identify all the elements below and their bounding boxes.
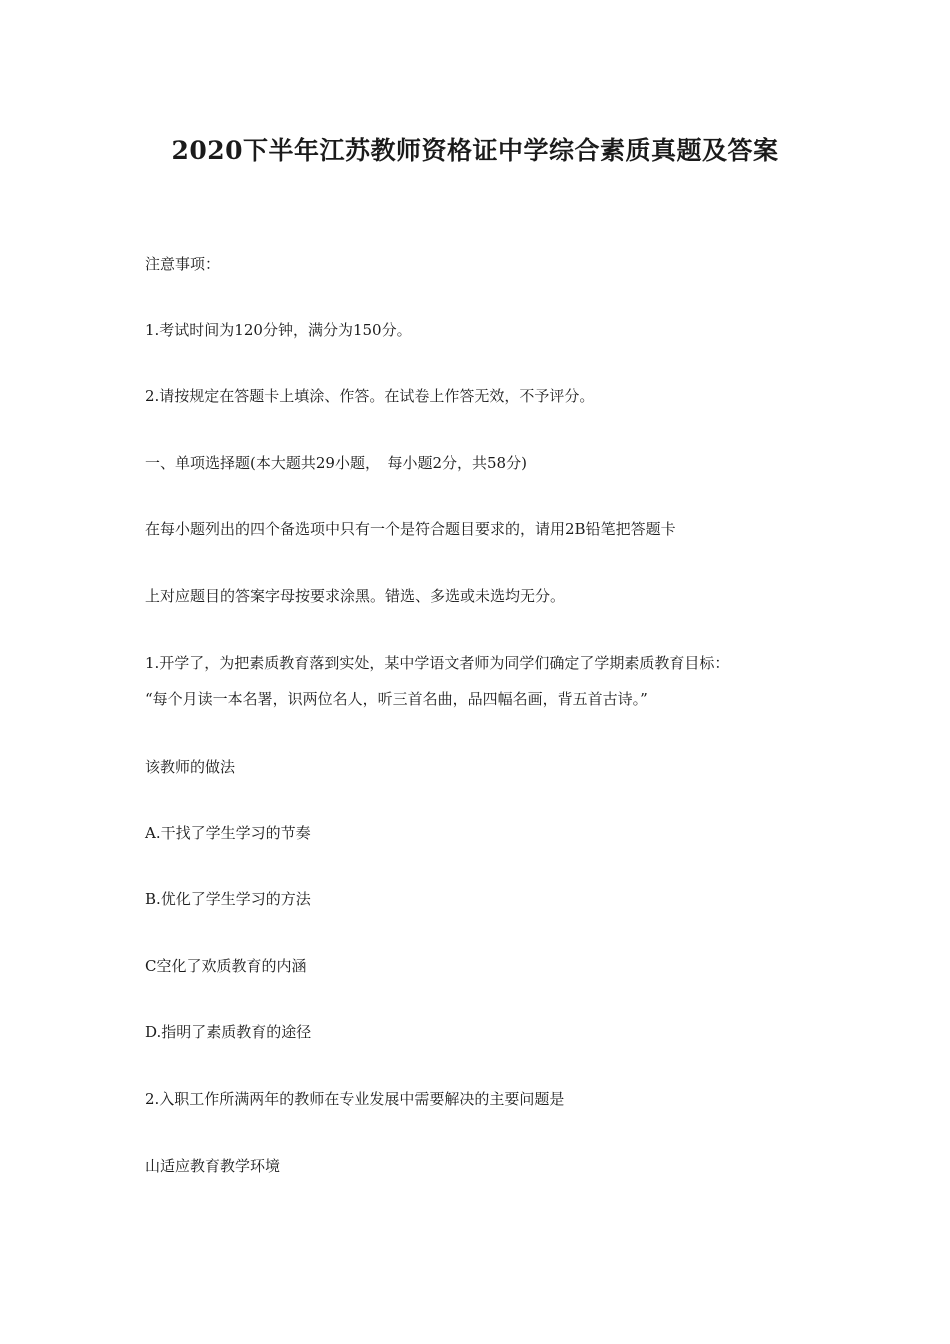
question-2-stem: 2.入职工作所满两年的教师在专业发展中需要解决的主要问题是 — [145, 1090, 565, 1108]
question-1-option-b: B.优化了学生学习的方法 — [145, 890, 311, 908]
question-1-option-a: A.干找了学生学习的节奏 — [145, 824, 311, 842]
question-1-option-d: D.指明了素质教育的途径 — [145, 1023, 312, 1041]
question-1-stem-line-2: “每个月读一本名署，识两位名人，听三首名曲，品四幅名画，背五首古诗。” — [145, 690, 648, 708]
question-1-option-c: C空化了欢质教育的内涵 — [145, 957, 307, 975]
instruction-line-1: 在每小题列出的四个备选项中只有一个是符合题目要求的，请用2B铅笔把答题卡 — [145, 520, 676, 538]
notice-item-1: 1.考试时间为120分钟，满分为150分。 — [145, 321, 412, 339]
section-heading: 一、单项选择题(本大题共29小题， 每小题2分，共58分) — [145, 454, 527, 472]
notice-item-2: 2.请按规定在答题卡上填涂、作答。在试卷上作答无效，不予评分。 — [145, 387, 595, 405]
question-1-prompt: 该教师的做法 — [145, 758, 236, 776]
document-title: 2020下半年江苏教师资格证中学综合素质真题及答案 — [171, 136, 779, 165]
question-1-stem-line-1: 1.开学了，为把素质教育落到实处，某中学语文者师为同学们确定了学期素质教育目标： — [145, 654, 730, 672]
instruction-line-2: 上对应题目的答案字母按要求涂黑。错选、多选或未选均无分。 — [145, 587, 566, 605]
notice-heading: 注意事项： — [145, 255, 221, 273]
question-2-option-a: 山适应教育教学环境 — [145, 1157, 281, 1175]
